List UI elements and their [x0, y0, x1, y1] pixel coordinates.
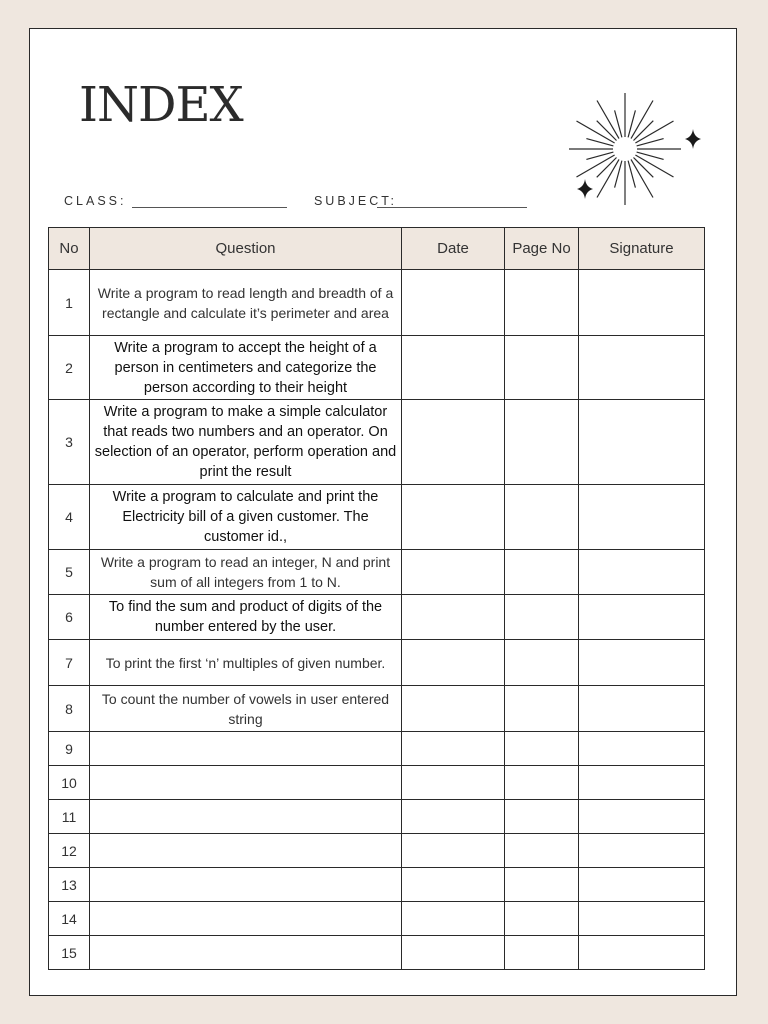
row-number: 12	[49, 834, 90, 868]
class-subject-row	[64, 193, 527, 208]
subject-field[interactable]	[377, 193, 527, 208]
page-no-cell[interactable]	[505, 595, 579, 640]
table-row	[49, 766, 705, 800]
page-no-cell[interactable]	[505, 270, 579, 336]
row-number: 13	[49, 868, 90, 902]
signature-cell[interactable]	[579, 936, 705, 970]
question-cell	[90, 800, 402, 834]
question-cell	[90, 732, 402, 766]
question-cell: To count the number of vowels in user entered string	[90, 686, 402, 732]
header-no: No	[49, 228, 90, 270]
question-cell: To print the first ‘n’ multiples of given number.	[90, 640, 402, 686]
signature-cell[interactable]	[579, 800, 705, 834]
signature-cell[interactable]	[579, 595, 705, 640]
row-number: 14	[49, 902, 90, 936]
date-cell[interactable]	[402, 270, 505, 336]
row-number: 6	[49, 595, 90, 640]
signature-cell[interactable]	[579, 902, 705, 936]
row-number: 9	[49, 732, 90, 766]
table-row	[49, 270, 705, 336]
table-row	[49, 485, 705, 550]
date-cell[interactable]	[402, 732, 505, 766]
date-cell[interactable]	[402, 550, 505, 595]
date-cell[interactable]	[402, 686, 505, 732]
date-cell[interactable]	[402, 868, 505, 902]
date-cell[interactable]	[402, 766, 505, 800]
row-number: 2	[49, 336, 90, 400]
header-signature: Signature	[579, 228, 705, 270]
signature-cell[interactable]	[579, 766, 705, 800]
table-row	[49, 868, 705, 902]
signature-cell[interactable]	[579, 550, 705, 595]
question-cell: Write a program to make a simple calculator that reads two numbers and an operator. On selection of an operator, perform operation and print the result	[90, 400, 402, 485]
page-no-cell[interactable]	[505, 550, 579, 595]
table-header-row	[49, 228, 705, 270]
signature-cell[interactable]	[579, 834, 705, 868]
class-field[interactable]	[132, 193, 287, 208]
table-row	[49, 732, 705, 766]
sparkle-icon	[685, 129, 701, 149]
row-number: 5	[49, 550, 90, 595]
table-row	[49, 336, 705, 400]
page-no-cell[interactable]	[505, 800, 579, 834]
date-cell[interactable]	[402, 800, 505, 834]
row-number: 11	[49, 800, 90, 834]
sparkle-icon	[577, 179, 593, 199]
row-number: 8	[49, 686, 90, 732]
index-table	[48, 227, 705, 970]
page-no-cell[interactable]	[505, 868, 579, 902]
signature-cell[interactable]	[579, 686, 705, 732]
row-number: 3	[49, 400, 90, 485]
question-cell: To find the sum and product of digits of the number entered by the user.	[90, 595, 402, 640]
question-cell	[90, 936, 402, 970]
page-title: INDEX	[79, 77, 243, 133]
page-no-cell[interactable]	[505, 936, 579, 970]
class-label: CLASS:	[64, 194, 127, 208]
question-cell: Write a program to read an integer, N and print sum of all integers from 1 to N.	[90, 550, 402, 595]
date-cell[interactable]	[402, 834, 505, 868]
page-no-cell[interactable]	[505, 834, 579, 868]
date-cell[interactable]	[402, 400, 505, 485]
table-row	[49, 640, 705, 686]
signature-cell[interactable]	[579, 485, 705, 550]
page-no-cell[interactable]	[505, 640, 579, 686]
signature-cell[interactable]	[579, 732, 705, 766]
header-page-no: Page No	[505, 228, 579, 270]
question-cell	[90, 766, 402, 800]
table-row	[49, 686, 705, 732]
page-no-cell[interactable]	[505, 485, 579, 550]
row-number: 7	[49, 640, 90, 686]
table-row	[49, 550, 705, 595]
page-no-cell[interactable]	[505, 336, 579, 400]
question-cell: Write a program to read length and breadth of a rectangle and calculate it’s perimeter and area	[90, 270, 402, 336]
signature-cell[interactable]	[579, 868, 705, 902]
table-row	[49, 902, 705, 936]
table-row	[49, 400, 705, 485]
date-cell[interactable]	[402, 595, 505, 640]
row-number: 4	[49, 485, 90, 550]
signature-cell[interactable]	[579, 270, 705, 336]
question-cell: Write a program to calculate and print the Electricity bill of a given customer. The customer id.,	[90, 485, 402, 550]
page-no-cell[interactable]	[505, 902, 579, 936]
date-cell[interactable]	[402, 936, 505, 970]
row-number: 1	[49, 270, 90, 336]
date-cell[interactable]	[402, 485, 505, 550]
question-cell	[90, 868, 402, 902]
row-number: 10	[49, 766, 90, 800]
table-row	[49, 834, 705, 868]
date-cell[interactable]	[402, 336, 505, 400]
table-row	[49, 800, 705, 834]
date-cell[interactable]	[402, 640, 505, 686]
question-cell: Write a program to accept the height of a person in centimeters and categorize the person according to their height	[90, 336, 402, 400]
signature-cell[interactable]	[579, 640, 705, 686]
date-cell[interactable]	[402, 902, 505, 936]
header-question: Question	[90, 228, 402, 270]
page-no-cell[interactable]	[505, 400, 579, 485]
index-page	[29, 28, 737, 996]
header-date: Date	[402, 228, 505, 270]
question-cell	[90, 834, 402, 868]
page-no-cell[interactable]	[505, 732, 579, 766]
table-row	[49, 936, 705, 970]
signature-cell[interactable]	[579, 336, 705, 400]
subject-label: SUBJECT:	[313, 194, 397, 208]
table-row	[49, 595, 705, 640]
page-no-cell[interactable]	[505, 686, 579, 732]
question-cell	[90, 902, 402, 936]
page-no-cell[interactable]	[505, 766, 579, 800]
signature-cell[interactable]	[579, 400, 705, 485]
row-number: 15	[49, 936, 90, 970]
sunburst-icon	[560, 59, 710, 219]
